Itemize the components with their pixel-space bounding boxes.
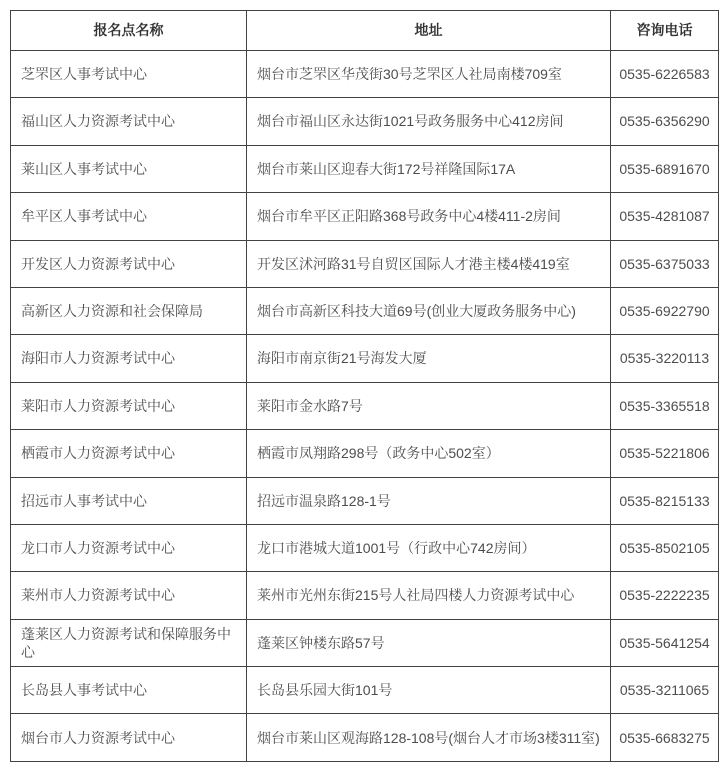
phone-cell: 0535-6375033 (611, 240, 719, 287)
table-row (11, 98, 719, 145)
registration-point-name-cell: 龙口市人力资源考试中心 (11, 524, 247, 571)
phone-cell: 0535-6356290 (611, 98, 719, 145)
phone-cell: 0535-3220113 (611, 335, 719, 382)
table-row (11, 193, 719, 240)
phone-cell: 0535-4281087 (611, 193, 719, 240)
address-cell: 烟台市高新区科技大道69号(创业大厦政务服务中心) (247, 287, 611, 334)
address-cell: 海阳市南京街21号海发大厦 (247, 335, 611, 382)
registration-point-name-cell: 高新区人力资源和社会保障局 (11, 287, 247, 334)
address-cell: 龙口市港城大道1001号（行政中心742房间） (247, 524, 611, 571)
phone-cell: 0535-3211065 (611, 667, 719, 714)
address-cell: 烟台市牟平区正阳路368号政务中心4楼411-2房间 (247, 193, 611, 240)
address-cell: 烟台市莱山区观海路128-108号(烟台人才市场3楼311室) (247, 714, 611, 761)
registration-point-name-cell: 海阳市人力资源考试中心 (11, 335, 247, 382)
registration-point-name-cell: 牟平区人事考试中心 (11, 193, 247, 240)
table-row (11, 240, 719, 287)
table-row (11, 51, 719, 98)
registration-point-name-cell: 芝罘区人事考试中心 (11, 51, 247, 98)
table-header-row (11, 11, 719, 51)
phone-cell: 0535-6226583 (611, 51, 719, 98)
registration-point-name-cell: 莱阳市人力资源考试中心 (11, 382, 247, 429)
table-row (11, 477, 719, 524)
phone-cell: 0535-8215133 (611, 477, 719, 524)
address-cell: 长岛县乐园大街101号 (247, 667, 611, 714)
address-cell: 莱阳市金水路7号 (247, 382, 611, 429)
phone-cell: 0535-5221806 (611, 430, 719, 477)
registration-point-name-cell: 开发区人力资源考试中心 (11, 240, 247, 287)
table-row (11, 572, 719, 619)
table-row (11, 145, 719, 192)
registration-points-table (10, 10, 719, 762)
registration-point-name-cell: 福山区人力资源考试中心 (11, 98, 247, 145)
phone-cell: 0535-8502105 (611, 524, 719, 571)
table-row (11, 335, 719, 382)
registration-point-name-cell: 莱州市人力资源考试中心 (11, 572, 247, 619)
column-header-address: 地址 (247, 11, 611, 51)
registration-point-name-cell: 烟台市人力资源考试中心 (11, 714, 247, 761)
phone-cell: 0535-2222235 (611, 572, 719, 619)
phone-cell: 0535-3365518 (611, 382, 719, 429)
registration-point-name-cell: 栖霞市人力资源考试中心 (11, 430, 247, 477)
table-row (11, 430, 719, 477)
column-header-phone: 咨询电话 (611, 11, 719, 51)
registration-point-name-cell: 招远市人事考试中心 (11, 477, 247, 524)
address-cell: 烟台市福山区永达街1021号政务服务中心412房间 (247, 98, 611, 145)
column-header-registration-point: 报名点名称 (11, 11, 247, 51)
phone-cell: 0535-6891670 (611, 145, 719, 192)
table-row (11, 667, 719, 714)
address-cell: 蓬莱区钟楼东路57号 (247, 619, 611, 666)
registration-point-name-cell: 长岛县人事考试中心 (11, 667, 247, 714)
table-row (11, 714, 719, 761)
address-cell: 莱州市光州东街215号人社局四楼人力资源考试中心 (247, 572, 611, 619)
table-body (11, 51, 719, 762)
address-cell: 烟台市莱山区迎春大街172号祥隆国际17A (247, 145, 611, 192)
table-row (11, 287, 719, 334)
registration-point-name-cell: 蓬莱区人力资源考试和保障服务中心 (11, 619, 247, 666)
table-row (11, 382, 719, 429)
phone-cell: 0535-6683275 (611, 714, 719, 761)
address-cell: 开发区沭河路31号自贸区国际人才港主楼4楼419室 (247, 240, 611, 287)
table-row (11, 619, 719, 666)
address-cell: 招远市温泉路128-1号 (247, 477, 611, 524)
address-cell: 栖霞市凤翔路298号（政务中心502室） (247, 430, 611, 477)
address-cell: 烟台市芝罘区华茂街30号芝罘区人社局南楼709室 (247, 51, 611, 98)
phone-cell: 0535-5641254 (611, 619, 719, 666)
table-row (11, 524, 719, 571)
phone-cell: 0535-6922790 (611, 287, 719, 334)
registration-point-name-cell: 莱山区人事考试中心 (11, 145, 247, 192)
